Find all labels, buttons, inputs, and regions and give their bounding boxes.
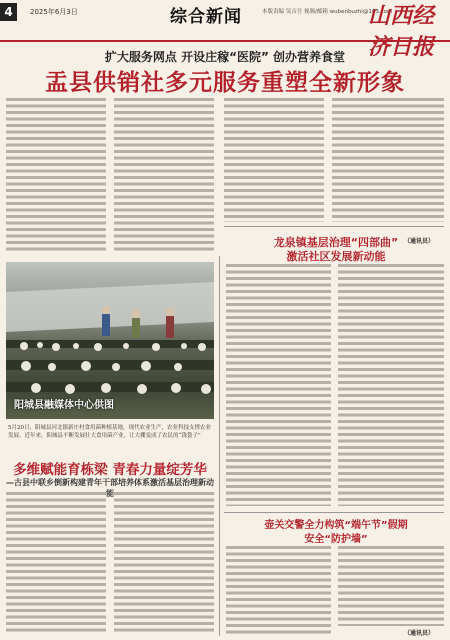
photo-caption: 5月20日，阳城县河北镇新庄村食用菌种植基地，现代农业生产，农业科技支撑农业发展。近年来，阳城县不断发展壮大食用菌产业，让大棚变成了农民的“钱袋子” [8,425,212,439]
column-divider [219,256,220,636]
lead-body-col-3 [224,98,324,222]
article-title-youth: 多维赋能育栋梁 青春力量绽芳华 [13,462,207,478]
news-photo [6,262,214,419]
lead-title: 盂县供销社多元服务重塑全新形象 [45,70,405,96]
photo-credit: 阳城县融媒体中心供图 [14,400,114,411]
lead-kicker: 扩大服务网点 开设庄稼“医院” 创办营养食堂 [104,50,346,64]
traffic-byline: （通讯员） [404,630,435,637]
issue-date: 2025年6月3日 [30,8,78,16]
article-title-longquan: 龙泉镇基层治理“四部曲” [273,236,399,249]
youth-body-col-1 [6,492,106,634]
newspaper-logo: 山西经济日报 [368,3,435,60]
editor-line: 本版责编 吴吉吾 视频/邮箱 wubenbuzhi@163.com [262,9,393,15]
traffic-body-col-2 [338,546,444,626]
section-divider [224,512,444,513]
lead-body-col-4 [332,98,444,222]
lead-byline: （通讯员） [404,238,435,245]
longquan-body-col-2 [338,264,444,506]
article-subtitle-youth: —古县中联乡倒新构建青年干部培养体系激活基层治理新动能 [6,478,214,498]
section-divider [224,226,444,227]
page-number: 4 [0,3,17,21]
lead-body-col-1 [6,98,106,254]
article-subtitle-traffic: 安全“防护墙” [304,534,368,545]
youth-body-col-2 [114,492,214,634]
article-title-traffic: 壶关交警全力构筑“端午节”假期 [264,520,408,531]
article-subtitle-longquan: 激活社区发展新动能 [286,250,386,263]
traffic-body-col-1 [226,546,331,634]
lead-body-col-2 [114,98,214,254]
section-title: 综合新闻 [170,7,242,27]
longquan-body-col-1 [226,264,331,506]
